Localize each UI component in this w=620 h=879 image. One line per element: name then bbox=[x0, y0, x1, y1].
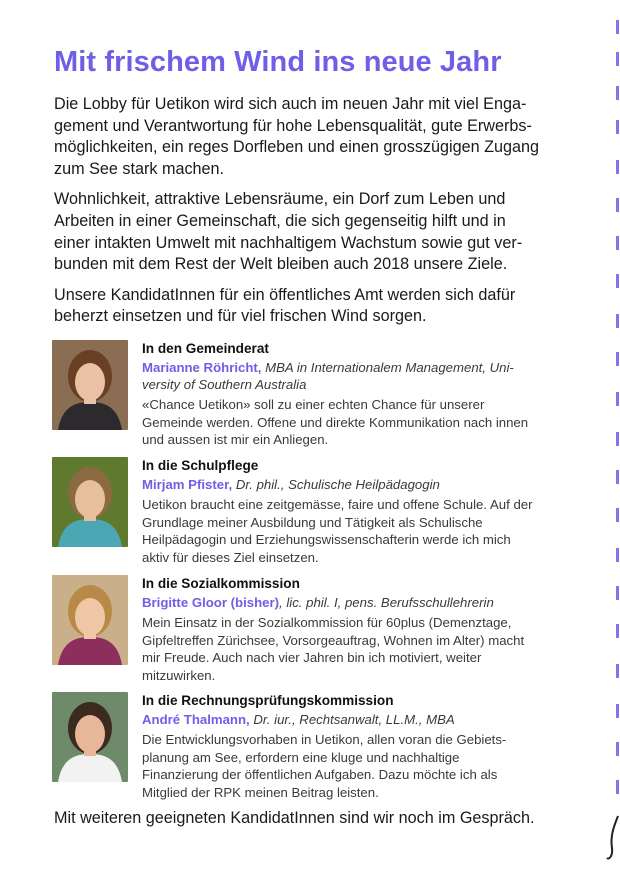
text-line: Gemeinde werden. Offene und direkte Kommunikation nach innen bbox=[142, 414, 529, 430]
candidate-text bbox=[142, 692, 578, 801]
text-line: Die Lobby für Uetikon wird sich auch im neuen Jahr mit viel Enga- bbox=[54, 95, 527, 113]
candidate-photo bbox=[52, 575, 128, 665]
candidate-name-line bbox=[142, 476, 578, 493]
text-line: «Chance Uetikon» soll zu einer echten Chance für unserer bbox=[142, 397, 485, 412]
page-edge-decoration bbox=[610, 0, 620, 879]
candidate-photo bbox=[52, 692, 128, 782]
text-line: einer intakten Umwelt mit nachhaltigem Wachstum sowie gut ver- bbox=[54, 233, 523, 252]
candidate-description bbox=[142, 396, 578, 449]
candidate-credentials: MBA in Internationalem Management, Uni- bbox=[261, 360, 514, 375]
text-line: Wohnlichkeit, attraktive Lebensräume, ein Dorf zum Leben und bbox=[54, 190, 506, 209]
portrait-image bbox=[52, 692, 128, 782]
candidate-name-line bbox=[142, 594, 578, 611]
candidate-name-line bbox=[142, 711, 578, 728]
candidate-credentials: versity of Southern Australia bbox=[142, 377, 307, 392]
candidate-heading: In die Rechnungsprüfungskommission bbox=[142, 693, 394, 708]
text-line: Grundlage meiner Ausbildung und Tätigkeit als Schulische bbox=[142, 514, 483, 530]
text-line: Finanzierung der öffentlichen Aufgaben. Dazu möchte ich als bbox=[142, 767, 498, 783]
text-line: Die Entwicklungsvorhaben in Uetikon, allen voran die Gebiets- bbox=[142, 732, 507, 747]
text-line: Unsere KandidatInnen für ein öffentliches Amt werden sich dafür bbox=[54, 285, 516, 304]
candidate-credentials: , lic. phil. I, pens. Berufsschullehrerin bbox=[279, 595, 494, 610]
intro-paragraph bbox=[54, 285, 574, 328]
text-line: möglichkeiten, ein reges Dorfleben und einen grosszügigen Zugang bbox=[54, 138, 540, 157]
text-line: zum See stark machen. bbox=[54, 159, 225, 178]
page-edge-glyph bbox=[606, 814, 620, 864]
candidate-text bbox=[142, 340, 578, 449]
text-line: Uetikon braucht eine zeitgemässe, faire und offene Schule. Auf der bbox=[142, 497, 533, 512]
candidate-name-line bbox=[142, 359, 578, 393]
text-line: Heilpädagogin und Erziehungswissenschafterin werde ich mich bbox=[142, 532, 511, 548]
portrait-image bbox=[52, 340, 128, 430]
text-line: mir Freude. Auch nach vier Jahren bin ich motiviert, weiter bbox=[142, 650, 482, 666]
candidate-photo bbox=[52, 340, 128, 430]
intro-text bbox=[54, 94, 574, 337]
candidate-heading: In die Schulpflege bbox=[142, 458, 259, 473]
closing-text: Mit weiteren geeigneten KandidatInnen sind wir noch im Gespräch. bbox=[54, 809, 535, 827]
text-line: und aussen ist mir ein Anliegen. bbox=[142, 432, 329, 448]
text-line: Gipfeltreffen Zürichsee, Vorsorgeauftrag, Wohnen im Alter) macht bbox=[142, 632, 525, 648]
text-line: mitzuwirken. bbox=[142, 667, 216, 683]
text-line: Mitglied der RPK meinen Beitrag leisten. bbox=[142, 784, 379, 800]
candidate-name: Marianne Röhricht, bbox=[142, 360, 262, 375]
candidate-credentials: Dr. phil., Schulische Heilpädagogin bbox=[232, 477, 440, 492]
intro-paragraph bbox=[54, 94, 574, 180]
candidate-name: Mirjam Pfister, bbox=[142, 477, 233, 492]
text-line: gement und Verantwortung für hohe Lebensqualität, gute Erwerbs- bbox=[54, 116, 532, 135]
portrait-image bbox=[52, 457, 128, 547]
candidate-description bbox=[142, 614, 578, 684]
text-line: aktiv für dieses Ziel einsetzen. bbox=[142, 549, 319, 565]
candidate-heading: In die Sozialkommission bbox=[142, 576, 300, 591]
candidate-photo bbox=[52, 457, 128, 547]
portrait-image bbox=[52, 575, 128, 665]
candidate-text bbox=[142, 457, 578, 566]
text-line: Arbeiten in einer Gemeinschaft, die sich gegenseitig hilft und in bbox=[54, 211, 506, 230]
text-line: Mein Einsatz in der Sozialkommission für 60plus (Demenztage, bbox=[142, 615, 512, 630]
candidate-description bbox=[142, 496, 578, 566]
text-line: bunden mit dem Rest der Welt bleiben auch 2018 unsere Ziele. bbox=[54, 255, 508, 274]
intro-paragraph bbox=[54, 189, 574, 275]
candidate-text bbox=[142, 575, 578, 684]
text-line: planung am See, erfordern eine kluge und nachhaltige bbox=[142, 749, 460, 765]
candidate-credentials: Dr. iur., Rechtsanwalt, LL.M., MBA bbox=[249, 712, 455, 727]
text-line: beherzt einsetzen und für viel frischen Wind sorgen. bbox=[54, 307, 427, 326]
candidate-name: André Thalmann, bbox=[142, 712, 250, 727]
candidate-heading: In den Gemeinderat bbox=[142, 341, 269, 356]
candidate-name: Brigitte Gloor (bisher) bbox=[142, 595, 280, 610]
page-title: Mit frischem Wind ins neue Jahr bbox=[54, 46, 502, 78]
candidate-description bbox=[142, 731, 578, 801]
